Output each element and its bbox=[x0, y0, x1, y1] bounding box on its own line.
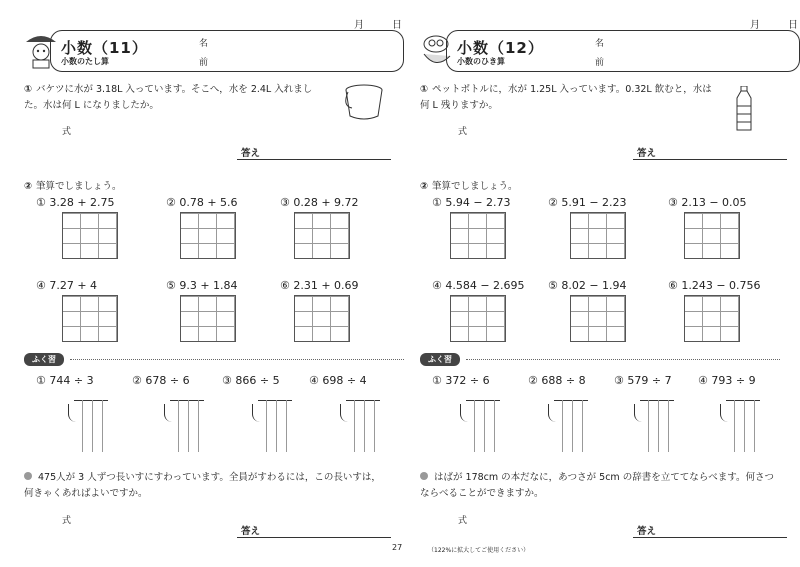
answer-line[interactable]: 答え bbox=[633, 145, 787, 160]
day-label: 日 bbox=[392, 20, 402, 31]
division-3: ③ 866 ÷ 5 bbox=[222, 374, 280, 387]
answer-line[interactable]: 答え bbox=[237, 145, 391, 160]
calc-grid[interactable] bbox=[180, 295, 236, 342]
calc-grid[interactable] bbox=[684, 295, 740, 342]
bottle-icon bbox=[734, 86, 754, 132]
calc-grid[interactable] bbox=[570, 212, 626, 259]
name-label-1: 名 bbox=[595, 39, 605, 49]
bullet-icon bbox=[24, 472, 32, 480]
answer-line[interactable]: 答え bbox=[237, 523, 391, 538]
question-2-text: 筆算でしましょう。 bbox=[36, 181, 122, 192]
month-label: 月 bbox=[354, 20, 364, 31]
division-4: ④ 698 ÷ 4 bbox=[309, 374, 367, 387]
question-2-text: 筆算でしましょう。 bbox=[432, 181, 518, 192]
date-fields bbox=[722, 16, 798, 31]
division-workspace[interactable] bbox=[164, 400, 204, 452]
formula-label: 式 bbox=[62, 516, 72, 526]
calc-grid[interactable] bbox=[294, 295, 350, 342]
division-2: ② 688 ÷ 8 bbox=[528, 374, 586, 387]
division-4: ④ 793 ÷ 9 bbox=[698, 374, 756, 387]
problem-4: ④ 4.584 − 2.695 bbox=[432, 279, 525, 292]
title-box bbox=[446, 30, 800, 72]
problem-6: ⑥ 2.31 + 0.69 bbox=[280, 279, 359, 292]
question-4-text: はばが 178cm の本だなに，あつさが 5cm の辞書を立ててならべます。何さつならべることができますか。 bbox=[420, 472, 774, 499]
bullet-icon bbox=[420, 472, 428, 480]
question-4 bbox=[24, 470, 384, 502]
question-1 bbox=[420, 82, 720, 114]
month-label: 月 bbox=[750, 20, 760, 31]
review-badge: ふく習 bbox=[420, 353, 460, 366]
division-workspace[interactable] bbox=[340, 400, 380, 452]
question-2-number: ② bbox=[24, 181, 33, 192]
review-header bbox=[24, 353, 404, 365]
problem-3: ③ 0.28 + 9.72 bbox=[280, 196, 359, 209]
question-4 bbox=[420, 470, 780, 502]
calc-grid[interactable] bbox=[684, 212, 740, 259]
page-subtitle: 小数のひき算 bbox=[457, 57, 505, 66]
formula-label: 式 bbox=[458, 516, 468, 526]
problem-5: ⑤ 8.02 − 1.94 bbox=[548, 279, 627, 292]
name-label-1: 名 bbox=[199, 39, 209, 49]
date-fields bbox=[326, 16, 402, 31]
question-1 bbox=[24, 82, 324, 114]
division-workspace[interactable] bbox=[720, 400, 760, 452]
review-badge: ふく習 bbox=[24, 353, 64, 366]
division-workspace[interactable] bbox=[548, 400, 588, 452]
dotted-divider bbox=[466, 359, 780, 360]
division-1: ① 744 ÷ 3 bbox=[36, 374, 94, 387]
calc-grid[interactable] bbox=[294, 212, 350, 259]
page-number: 27 bbox=[392, 543, 403, 552]
left-worksheet bbox=[22, 0, 402, 545]
answer-line[interactable]: 答え bbox=[633, 523, 787, 538]
problem-1: ① 5.94 − 2.73 bbox=[432, 196, 511, 209]
question-2-number: ② bbox=[420, 181, 429, 192]
page-title: 小数（11） bbox=[61, 39, 148, 57]
calc-grid[interactable] bbox=[62, 295, 118, 342]
print-note: （122%に拡大してご使用ください） bbox=[428, 547, 530, 554]
question-1-text: ペットボトルに，水が 1.25L 入っています。0.32L 飲むと，水は何 L 残りますか。 bbox=[420, 84, 712, 111]
page-title: 小数（12） bbox=[457, 39, 544, 57]
calc-grid[interactable] bbox=[180, 212, 236, 259]
dotted-divider bbox=[70, 359, 404, 360]
division-workspace[interactable] bbox=[252, 400, 292, 452]
problem-5: ⑤ 9.3 + 1.84 bbox=[166, 279, 238, 292]
question-1-number: ① bbox=[24, 84, 33, 95]
calc-grid[interactable] bbox=[62, 212, 118, 259]
division-workspace[interactable] bbox=[68, 400, 108, 452]
problem-3: ③ 2.13 − 0.05 bbox=[668, 196, 747, 209]
division-3: ③ 579 ÷ 7 bbox=[614, 374, 672, 387]
page-subtitle: 小数のたし算 bbox=[61, 57, 109, 66]
day-label: 日 bbox=[788, 20, 798, 31]
problem-4: ④ 7.27 + 4 bbox=[36, 279, 98, 292]
question-1-text: バケツに水が 3.18L 入っています。そこへ，水を 2.4L 入れました。水は何 L になりましたか。 bbox=[24, 84, 313, 111]
question-1-number: ① bbox=[420, 84, 429, 95]
calc-grid[interactable] bbox=[570, 295, 626, 342]
formula-label: 式 bbox=[458, 127, 468, 137]
title-box bbox=[50, 30, 404, 72]
bucket-icon bbox=[340, 82, 388, 122]
review-header bbox=[420, 353, 780, 365]
question-2 bbox=[420, 178, 518, 192]
problem-2: ② 0.78 + 5.6 bbox=[166, 196, 238, 209]
question-2 bbox=[24, 178, 122, 192]
name-label-2: 前 bbox=[199, 58, 209, 68]
calc-grid[interactable] bbox=[450, 295, 506, 342]
right-worksheet bbox=[418, 0, 798, 545]
division-workspace[interactable] bbox=[634, 400, 674, 452]
division-2: ② 678 ÷ 6 bbox=[132, 374, 190, 387]
division-1: ① 372 ÷ 6 bbox=[432, 374, 490, 387]
division-workspace[interactable] bbox=[460, 400, 500, 452]
formula-label: 式 bbox=[62, 127, 72, 137]
problem-1: ① 3.28 + 2.75 bbox=[36, 196, 115, 209]
calc-grid[interactable] bbox=[450, 212, 506, 259]
problem-6: ⑥ 1.243 − 0.756 bbox=[668, 279, 761, 292]
name-label-2: 前 bbox=[595, 58, 605, 68]
question-4-text: 475人が 3 人ずつ長いすにすわっています。全員がすわるには，この長いすは，何きゃくあればよいですか。 bbox=[24, 472, 381, 499]
problem-2: ② 5.91 − 2.23 bbox=[548, 196, 627, 209]
